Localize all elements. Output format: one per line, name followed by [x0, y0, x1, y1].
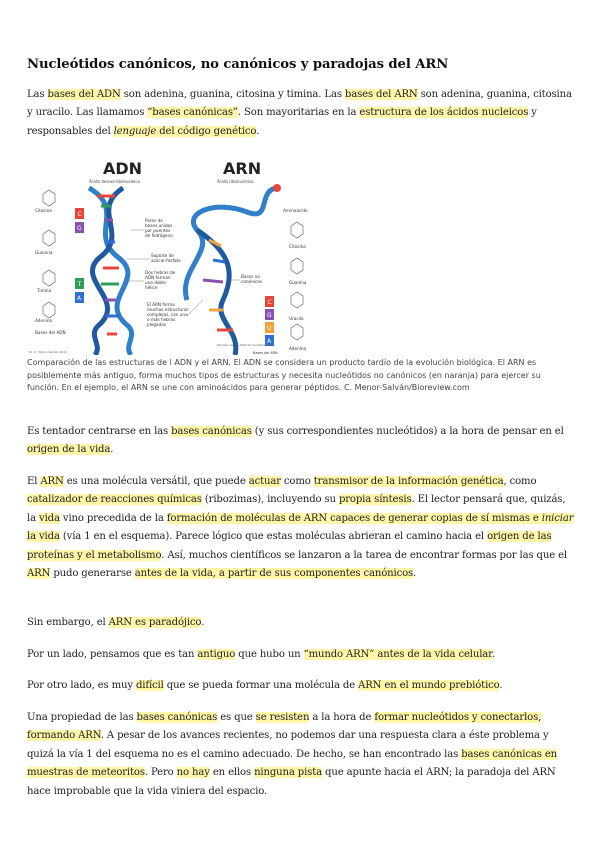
dna-base-list	[35, 190, 66, 335]
highlighted-text: “mundo ARN” antes de la vida celular	[303, 649, 492, 660]
rna-base-label: Aminoácido	[283, 208, 308, 213]
rna-bases-footer: Bases del ARN	[253, 351, 278, 355]
annotation-label: por puentes	[145, 228, 171, 233]
paragraph-paradoja	[27, 614, 575, 632]
text-segment: Por otro lado, es muy	[27, 680, 136, 691]
text-segment: . Son mayoritarias en la	[237, 107, 360, 119]
highlighted-text: difícil	[135, 680, 164, 691]
highlighted-text: estructura de los ácidos nucleicos	[359, 107, 529, 119]
arn-subtitle: Ácido ribonucleico	[217, 179, 254, 184]
highlighted-text: del código genético	[156, 125, 257, 137]
text-segment: Las	[27, 89, 48, 100]
text-segment: es que	[217, 712, 256, 723]
highlighted-text: bases canónicas	[136, 712, 218, 723]
highlighted-text: bases canónicas	[171, 426, 252, 437]
text-segment: que se pueda formar una molécula de	[163, 680, 359, 691]
highlighted-text: bases del ARN	[344, 89, 418, 100]
paragraph-dificil	[27, 677, 575, 695]
paragraph-bases	[27, 86, 575, 141]
annotation-label: El ARN forma	[147, 302, 175, 307]
rna-letter: C	[267, 299, 272, 306]
annotation-label: canónicas	[241, 279, 262, 284]
annotation-label: Pares de	[145, 218, 163, 223]
text-segment: pudo generarse	[50, 568, 135, 580]
text-segment: .	[256, 125, 260, 137]
rna-letter: U	[267, 325, 272, 332]
text-segment: .	[201, 617, 205, 628]
highlighted-text: vida	[39, 512, 60, 524]
highlighted-text: lenguaje	[113, 125, 157, 137]
dna-letter: A	[77, 295, 82, 302]
text-segment: Por un lado, pensamos que es tan	[27, 649, 198, 660]
paragraph-propiedad	[27, 709, 575, 801]
highlighted-text: “bases canónicas”	[147, 107, 238, 119]
rna-base-label: Uracilo	[289, 316, 304, 321]
text-segment: (vía 1 en el esquema). Parece lógico que estas moléculas abrieran el camino hacia el	[59, 531, 488, 543]
highlighted-text: catalizador de reacciones químicas	[27, 494, 202, 506]
annotation-label: Dos hebras de	[145, 270, 176, 275]
highlighted-text: ARN	[27, 568, 51, 580]
text-segment: son adenina, guanina, citosina y uracilo. Las llamamos	[27, 89, 572, 119]
paragraph-arn-versatil	[27, 473, 575, 583]
arn-title: ARN	[223, 159, 262, 178]
text-segment: . El lector pensará que, quizás, la	[27, 494, 566, 524]
dna-base-label: Citosina	[35, 208, 52, 213]
dna-bases-footer: Bases del ADN	[35, 330, 66, 335]
text-segment: a la hora de	[309, 712, 375, 723]
highlighted-text: origen de la vida	[27, 444, 111, 456]
highlighted-text: no hay	[176, 767, 210, 779]
figure-caption: Comparación de las estructuras de l ADN y el ARN. El ADN se considera un producto tardío de la evolución biológica. El ARN es posiblemente más antiguo, forma muchos tipos de estructuras y necesita nucleótidos no canónicos (en naranja) para ejercer su función. En el ejemplo, el ARN se une con aminoácidos para generar péptidos. C. Menor-Salván/Bioreview.com	[27, 358, 541, 393]
highlighted-text: transmisor de la información genética	[313, 476, 504, 487]
annotation-label: Bases no	[241, 274, 260, 279]
text-segment: Sin embargo, el	[27, 617, 109, 628]
annotation-label: plegadas	[147, 322, 167, 327]
text-segment: . A pesar de los avances recientes, no podemos dar una respuesta clara a éste problema y quizá la vía 1 del esquema no es el camino adecuado. De hecho, se han encontrado las	[27, 730, 549, 760]
adn-title: ADN	[103, 159, 143, 178]
text-segment: .	[491, 649, 495, 660]
highlighted-text: antiguo	[197, 649, 236, 660]
annotation-label: ADN forman	[145, 275, 171, 280]
highlighted-text: ninguna pista	[254, 767, 322, 779]
highlighted-text: iniciar	[541, 512, 574, 524]
highlighted-text: actuar	[248, 476, 281, 487]
dna-rna-figure	[27, 150, 327, 355]
annotation-label: hélice	[145, 285, 158, 290]
text-segment: El	[27, 476, 41, 487]
text-segment: y responsables del	[27, 107, 537, 137]
rna-base-label: Citosina	[289, 244, 306, 249]
highlighted-text: propia síntesis	[338, 494, 412, 506]
annotation-label: complejas, con una	[147, 312, 188, 317]
dna-letter: C	[77, 211, 82, 218]
adn-subtitle: Ácido desoxirribonucleico	[89, 179, 141, 184]
dna-letter: G	[77, 225, 82, 232]
text-segment: . Así, muchos científicos se lanzaron a la tarea de encontrar formas por las que el	[161, 549, 567, 561]
rna-letter-column	[265, 296, 274, 346]
text-segment: (y sus correspondientes nucleótidos) a la hora de pensar en el	[251, 426, 564, 437]
highlighted-text: ARN en el mundo prebiótico	[358, 680, 500, 691]
text-segment: , como	[503, 476, 537, 487]
figure-credit: Dr. C. Menor-Salván 2021	[29, 350, 68, 354]
annotation-label: de hidrógeno	[145, 233, 173, 238]
highlighted-text: antes de la vida, a partir de sus componentes canónicos	[134, 568, 414, 580]
highlighted-text: la vida	[27, 531, 60, 543]
trna-note: Ejemplo de un ARN de transferencia	[217, 343, 272, 347]
rna-letter: A	[267, 338, 272, 345]
annotation-label: o más hebras	[147, 317, 176, 322]
dna-base-label: Guanina	[35, 250, 53, 255]
center-annotations	[127, 218, 262, 327]
highlighted-text: ARN es paradójico	[108, 617, 202, 628]
text-segment: como	[280, 476, 314, 487]
highlighted-text: formación de moléculas de ARN capaces de generar copias de sí mismas e	[166, 512, 542, 524]
text-segment: Una propiedad de las	[27, 712, 137, 723]
paragraph-origen	[27, 423, 575, 460]
highlighted-text: bases canónicas en muestras de meteoritos	[27, 748, 558, 779]
paragraph-antiguo	[27, 646, 575, 664]
dna-letter-column	[75, 208, 84, 303]
annotation-label: Soporte de	[151, 253, 174, 258]
text-segment: vino precedida de la	[59, 512, 167, 524]
highlighted-text: ARN	[40, 476, 64, 487]
rna-base-label: Guanina	[289, 280, 307, 285]
dna-base-label: Adenina	[35, 318, 53, 323]
dna-letter: T	[77, 281, 82, 288]
rna-letter: G	[267, 312, 272, 319]
text-segment: en ellos	[209, 767, 255, 779]
text-segment: que apunte hacia el ARN; la paradoja del ARN hace improbable que la vida viniera del espacio.	[27, 767, 556, 797]
text-segment: (ribozimas), incluyendo su	[201, 494, 339, 506]
annotation-label: bases unidos	[145, 223, 173, 228]
text-segment: es una molécula versátil, que puede	[63, 476, 249, 487]
text-segment: .	[413, 568, 417, 580]
highlighted-text: bases del ADN	[47, 89, 121, 100]
annotation-label: una doble	[145, 280, 166, 285]
text-segment: .	[110, 444, 114, 456]
highlighted-text: se resisten	[255, 712, 310, 723]
rna-base-label: Adenina	[289, 346, 307, 351]
annotation-label: muchas estructuras	[147, 307, 189, 312]
text-segment: Es tentador centrarse en las	[27, 426, 172, 437]
text-segment: . Pero	[144, 767, 177, 779]
text-segment: .	[499, 680, 503, 691]
dna-helix	[89, 188, 132, 355]
text-segment: que hubo un	[235, 649, 304, 660]
page-title: Nucleótidos canónicos, no canónicos y paradojas del ARN	[27, 57, 449, 72]
text-segment: son adenina, guanina, citosina y timina. Las	[120, 89, 345, 100]
annotation-label: azúcar-fosfato	[151, 258, 181, 263]
highlighted-text: origen de las proteínas y el metabolismo	[27, 531, 552, 561]
highlighted-text: formar nucleótidos y conectarlos, formando ARN	[27, 712, 542, 742]
dna-base-label: Timina	[37, 288, 52, 293]
